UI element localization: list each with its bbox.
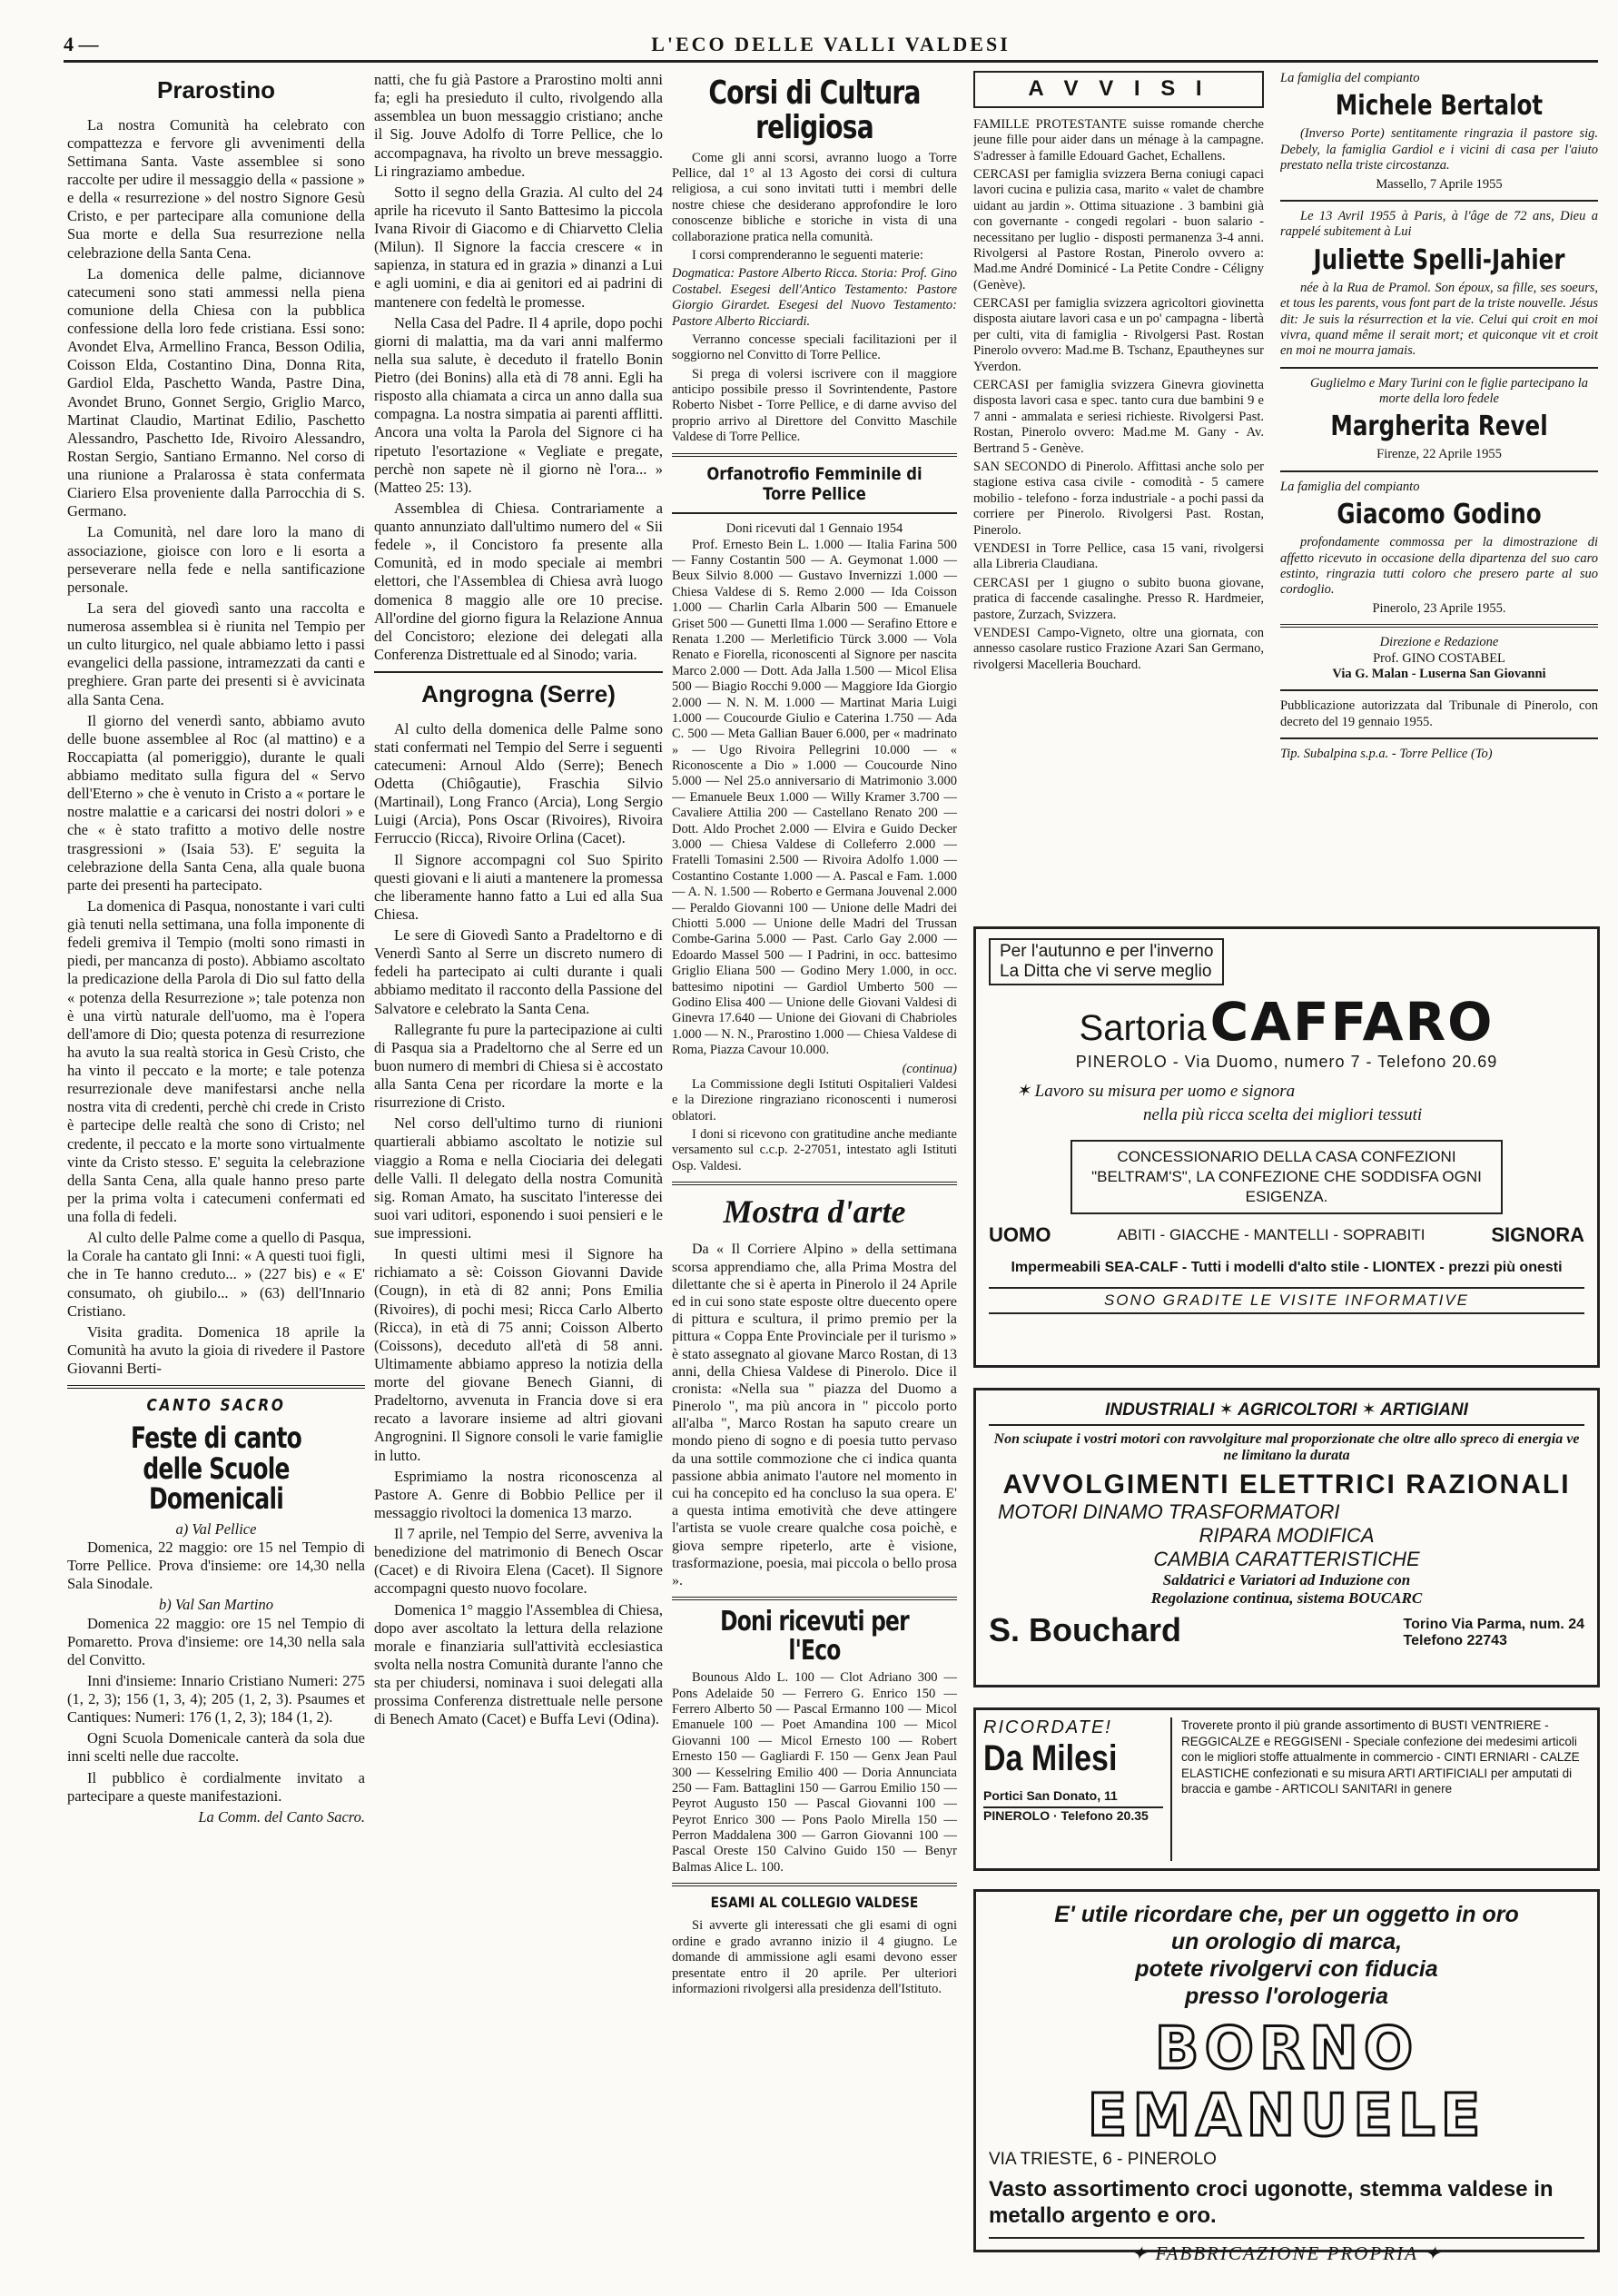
bouchard-headline: AVVOLGIMENTI ELETTRICI RAZIONALI xyxy=(1002,1470,1571,1499)
article-paragraph: Domenica 22 maggio: ore 15 nel Tempio di Pomaretto. Prova d'insieme: ore 14,30 nella sala del Convitto. xyxy=(67,1614,365,1668)
article-paragraph: Al culto delle Palme come a quello di Pasqua, la Corale ha cantato gli Inni: « A questi tuoi figli, che in Te hanno creduto... » (227 bis) e « E' consumato, oh giubilo... » (63) dell'Innario Cristiano. xyxy=(67,1229,365,1320)
classified-ad: VENDESI in Torre Pellice, casa 15 vani, rivolgersi alla Libreria Claudiana. xyxy=(973,540,1264,572)
article-paragraph: La sera del giovedì santo una raccolta e numerosa assemblea si è riunita nel Tempio per un culto liturgico, nel quale abbiamo letto i passi evangelici della passione, intramezzati da canti e preghiere. Gran parte dei presenti si è avvicinata alla Santa Cena. xyxy=(67,599,365,708)
article-paragraph: Domenica 1° maggio l'Assemblea di Chiesa, dopo aver ascoltato la lettura della relazione morale e finanziaria sull'attività ecclesiastica svolta nella nostra Comunità durante l'anno che sta per chiudersi, nominava i suoi delegati alla prossima Conferenza distrettuale nelle persone di Benech Amato (Cacet) e Buffa Levi (Odina). xyxy=(374,1600,663,1728)
section-divider xyxy=(1280,470,1598,472)
article-paragraph: Assemblea di Chiesa. Contrariamente a quanto annunziato dall'ultimo numero del « Sii fedele », il Concistoro fa presente alla Comunità, ed in modo speciale ai membri elettori, che l'Assemblea di Chiesa avrà luogo domenica 8 maggio alle ore 10 precise. All'ordine del giorno figura la Relazione Annua del Concistoro; elezione dei delegati alla Conferenza Distrettuale ed al Sinodo; varia. xyxy=(374,499,663,663)
editorial-label: Direzione e Redazione xyxy=(1379,635,1499,650)
orfanotrofio-heading: Orfanotrofio Femminile di Torre Pellice xyxy=(706,463,922,505)
article-paragraph: Da « Il Corriere Alpino » della settimana scorsa apprendiamo che, alla Prima Mostra del dilettante che si è aperta in Pinerolo il 24 Aprile ed in cui sono state esposte oltre duecento opere di pittura e scultura, il primo premio per la pittura « Coppa Ente Provinciale per il turismo » è stato assegnato al giovane Marco Rostan, di 13 anni, della Chiesa Valdese di Pinerolo. Dice il cronista: «Nella sua " piazza del Duomo a Pinerolo ", ma più ancora in " piccolo porto all'alba ", Marco Rostan ha saputo creare un mondo pieno di sogno e di poesia tutto pervaso da una sottile commozione che ci indica quanta passione abbia animato l'autore nel momento in cui ha concepito ed ha concluso la sua opera. E' a questa intima emotività che deve attingere l'artista se vuole creare qualche cosa poichè, e giova sempre ripeterlo, arte è visione, trasformazione, poesia, mai piccola o bello prosa ». xyxy=(672,1242,957,1588)
notice-text: née à la Rua de Pramol. Son époux, sa fille, ses soeurs, et tous les parents, vous font part de la triste nouvelle. Jésus dit: Je suis la résurrection et la vie. Celui qui croit en moi vivra, quand même il serait mort; et quiconque vit et croit en moi ne mourra jamais. xyxy=(1280,280,1598,359)
bouchard-subtitle: Non sciupate i vostri motori con ravvolgiture mal proporzionate che oltre allo spreco di energia ve ne limitano la durata xyxy=(993,1431,1580,1463)
section-divider xyxy=(1280,367,1598,369)
caffaro-prefix: Sartoria xyxy=(1079,1007,1207,1048)
donation-list: Prof. Ernesto Bein L. 1.000 — Italia Farina 500 — Fanny Costantin 500 — A. Geymonat 1.000 — Beux Silvio 8.000 — Gustavo Invernizzi 1.000 — Chiesa Valdese di S. Remo 2.000 — Ida Coisson 1.000 — Charlin Carla Albarin 500 — Emanuele Griset 500 — Gunetti Ilma 1.000 — Serafino Ettore e Renata 1.200 — Merletificio Türck 3.000 — Vola Renato e Fiorella, riconoscenti al Signore per nascita Marco 2.000 — Dott. Ada Jalla 1.500 — Micol Elisa 500 — Biagio Rocchi 9.000 — Maggiore Ida Giorgio 2.000 — N. N. M. 1.000 — Martinat Maria Luigi 1.000 — Coucourde Giulio e Caterina 1.750 — Ada C. 500 — Meta Gallian Bauer 6.000, per « madrinato » — Ugo Rivoira Pellegrini 10.000 — « Riconoscente a Dio » 1.000 — Coucourde Nino 5.000 — Nel 25.o anniversario di Matrimonio 3.000 — Emanuele Beux 1.000 — Willy Kramer 3.700 — Cavaliere Attilia 200 — Castellano Renato 200 — Dott. Aldo Prochet 2.000 — Elvira e Guido Decker 3.000 — Chiesa Valdese di Colleferro 2.000 — Fratelli Tomasini 2.500 — Rivoira Adolfo 1.000 — Costantino Costante 1.000 — A. Pascal e Fam. 1.000 — A. N. 1.500 — Roberto e Germana Jouvenal 2.000 — Peraldo Giovanni 100 — Unione delle Madri dei Chiotti 5.000 — Unione delle Madri del Trussan Combe-Garina 5.000 — Past. Carlo Gay 2.000 — Edoardo Massel 500 — I Padrini, in occ. battesimo Griglio Eliana 500 — Godino Mery 1.000, in occ. battesimo nipotini — Gardiol Umberto 500 — Godino Elisa 400 — Unione delle Giovani Valdesi di Ginevra 17.640 — Unione dei Giovani di Chabrioles 1.000 — N. N., Prarostino 1.000 — Chiesa Valdese di Roma, Piazza Cavour 10.000. xyxy=(672,537,957,1058)
milesi-kicker: RICORDATE! xyxy=(983,1717,1112,1737)
classified-ad: CERCASI per famiglia svizzera Berna coniugi capaci lavori cucina e pulizia casa, marito « valet de chambre uidant au jardin ». Ottima situazione . 3 bambini già con governante - congedi regolari - buon salario - necessitano per luglio - disposti permanenza 3-4 anni. Rivolgersi al Pastore Rostan, Pinerolo ovvero a: Mad.me André Dominicé - La Petite Condre - Céligny (Genève). xyxy=(973,166,1264,292)
article-paragraph: Inni d'insieme: Innario Cristiano Numeri: 275 (1, 2, 3); 156 (1, 3, 4); 205 (1, 2, 3). Psaumes et Cantiques: Numeri: 176 (1, 2, 3); 184 (1, 2). xyxy=(67,1671,365,1727)
borno-address: VIA TRIESTE, 6 - PINEROLO xyxy=(989,2150,1217,2169)
notice-text: profondamente commossa per la dimostrazione di affetto ricevuto in occasione della dipartenza del suo caro estinto, ringrazia tutti coloro che presero parte al suo cordoglio. xyxy=(1280,535,1598,598)
notice-intro: La famiglia del compianto xyxy=(1280,479,1420,494)
section-divider xyxy=(672,1182,957,1185)
prarostino-heading: Prarostino xyxy=(156,76,276,104)
editor-name: Prof. GINO COSTABEL xyxy=(1373,650,1505,666)
doni-eco-heading: Doni ricevuti per l'Eco xyxy=(720,1606,909,1667)
caffaro-address: PINEROLO - Via Duomo, numero 7 - Telefono 20.69 xyxy=(1075,1052,1498,1071)
article-paragraph: Esprimiamo la nostra riconoscenza al Pastore A. Genre di Bobbio Pellice per il messaggio rivoltoci la domenica 13 marzo. xyxy=(374,1467,663,1521)
page-number: 4 — xyxy=(64,33,99,55)
article-paragraph: natti, che fu già Pastore a Prarostino molti anni fa; egli ha presieduto il culto, rivolgendo alla assemblea un buon messaggio cristiano; anche il Sig. Jouve Adolfo di Torre Pellice, che lo accompagnava, ha rivolto un breve messaggio. Li ringraziamo ambedue. xyxy=(374,71,663,180)
article-paragraph: Il giorno del venerdì santo, abbiamo avuto delle buone assemblee al Roc (al mattino) e a Roccapiatta (al pomeriggio), durante le quali abbiamo meditato sulla figura del « Servo dell'Eterno » che è venuto in Cristo a « portare le nostre malattie e a caricarsi dei nostri dolori » e che « è stato trafitto a motivo delle nostre trasgressioni » (Isaia 53). E' seguita la celebrazione della Santa Cena, alla quale buona parte dei presenti ha partecipato. xyxy=(67,711,365,894)
article-paragraph: Il pubblico è cordialmente invitato a partecipare a queste manifestazioni. xyxy=(67,1768,365,1805)
article-paragraph: I doni si ricevono con gratitudine anche mediante versamento sul c.c.p. 2-27051, intestato agli Istituti Osp. Valdesi. xyxy=(672,1127,957,1173)
val-san-martino-subheading: b) Val San Martino xyxy=(158,1596,274,1614)
caffaro-tagline: ✶ Lavoro su misura per uomo e signora xyxy=(1016,1081,1296,1101)
orfanotrofio-subheading: Doni ricevuti dal 1 Gennaio 1954 xyxy=(725,521,903,537)
category-men: UOMO xyxy=(989,1222,1051,1246)
editor-address: Via G. Malan - Luserna San Giovanni xyxy=(1332,666,1546,681)
notice-text: (Inverso Porte) sentitamente ringrazia il pastore sig. Debely, la famiglia Gardiol e i vicini di casa per l'aiuto prestato nella triste circostanza. xyxy=(1280,126,1598,173)
section-divider xyxy=(1280,689,1598,691)
milesi-left xyxy=(983,1717,1172,1861)
bouchard-audience: INDUSTRIALI ✶ AGRICOLTORI ✶ ARTIGIANI xyxy=(989,1400,1584,1426)
donation-list: Bounous Aldo L. 100 — Clot Adriano 300 — Pons Adelaide 50 — Ferrero G. Enrico 150 — Ferrero Alberto 50 — Pascal Ermanno 100 — Micol Emanuele 100 — Poet Amandina 100 — Micol Giovanni 100 — Micol Ernesto 100 — Robert Ernesto 150 — Gagliardi F. 150 — Genx Jean Paul 300 — Kesselring Emilio 400 — Doria Annunciata 250 — Fam. Battaglini 150 — Garrou Emilio 150 — Peyrot Augusto 150 — Pascal Giovanni 100 — Peyrot Enrico 300 — Pons Paolo Mirella 150 — Perron Maddalena 300 — Garron Giovanni 100 — Pascal Oreste 150 Calvino Guido 150 — Benyr Balmas Alice L. 100. xyxy=(672,1670,957,1875)
caffaro-advertisement xyxy=(973,926,1600,1368)
bouchard-line: RIPARA MODIFICA xyxy=(1199,1524,1375,1547)
val-pellice-subheading: a) Val Pellice xyxy=(175,1519,257,1538)
caffaro-tagline-2: nella più ricca scelta dei migliori tessuti xyxy=(1143,1104,1423,1124)
notice-intro: Guglielmo e Mary Turini con le figlie partecipano la morte della loro fedele xyxy=(1309,375,1589,407)
mostra-heading: Mostra d'arte xyxy=(723,1193,906,1231)
milesi-text: Troverete pronto il più grande assortimento di BUSTI VENTRIERE - REGGICALZE e REGGISENI - Speciale confezione dei medesimi articoli con le migliori stoffe attualmente in commercio - CINTI ERNIARI - CALZE ELASTICHE confezionati e su misura ARTI ARTIFICIALI per amputati di braccia e gambe - ARTICOLI SANITARI in genere xyxy=(1181,1718,1580,1796)
section-divider xyxy=(672,453,957,457)
milesi-advertisement xyxy=(973,1707,1600,1871)
article-paragraph: La domenica delle palme, diciannove catecumeni sono stati ammessi nella piena comunione della Chiesa con la pubblica confessione della loro fede cristiana. Essi sono: Avondet Elva, Armellino Franca, Besson Odilia, Coisson Elda, Costantino Dina, Donna Rita, Gardiol Elda, Paschetto Wanda, Pastre Dina, Avondet Bruno, Gonnet Sergio, Griglio Marco, Martinat Claudio, Martinat Edilio, Paschetto Alessandro, Paschetto Ide, Rivoiro Alessandro, Rostan Sergio, Santiano Ermanno. Nel corso di una riunione a Pralarossa è stata confermata Ciariero Elsa proveniente dalla Parrocchia di S. Germano. xyxy=(67,264,365,520)
beltrams-box: CONCESSIONARIO DELLA CASA CONFEZIONI "BELTRAM'S", LA CONFEZIONE CHE SODDISFA OGNI ESIGENZA. xyxy=(1070,1140,1503,1214)
bouchard-phone: Telefono 22743 xyxy=(1403,1633,1507,1648)
classified-ad: CERCASI per famiglia svizzera agricoltori giovinetta disposta aiutare lavori casa e un po' campagna - libertà per culti, vita di famiglia - Rivolgersi Past. Rostan Pinerolo ovvero: Mad.me B. Tschanz, Epautheynes sur Yverdon. xyxy=(973,296,1264,374)
continued-note: (continua) xyxy=(902,1061,957,1076)
article-paragraph: La Commissione degli Istituti Ospitalieri Valdesi e la Direzione ringraziano riconoscenti i numerosi oblatori. xyxy=(672,1076,957,1123)
section-divider xyxy=(672,1883,957,1886)
bouchard-advertisement xyxy=(973,1388,1600,1687)
feste-di-canto-heading: Feste di canto delle Scuole Domenicali xyxy=(130,1420,302,1517)
caffaro-badge-line2: La Ditta che vi serve meglio xyxy=(1000,961,1212,981)
section-divider xyxy=(1280,624,1598,628)
borno-footer: ✦ FABBRICAZIONE PROPRIA ✦ xyxy=(989,2237,1584,2265)
canto-sacro-kicker: CANTO SACRO xyxy=(146,1396,286,1416)
column-1 xyxy=(67,71,365,2287)
borno-intro-3: potete rivolgervi con fiducia xyxy=(1135,1956,1438,1982)
article-paragraph: I corsi comprenderanno le seguenti materie: xyxy=(692,247,923,262)
article-paragraph: Verranno concesse speciali facilitazioni per il soggiorno nel Convitto di Torre Pellice. xyxy=(672,332,957,363)
notice-name: Margherita Revel xyxy=(1330,411,1548,443)
article-paragraph: Il 7 aprile, nel Tempio del Serre, avveniva la benedizione del matrimonio di Benech Oscar (Cacet) e di Rivoira Elena (Cacet). Il Signore accompagni questo nuovo focolare. xyxy=(374,1525,663,1598)
article-paragraph: Le sere di Giovedì Santo a Pradeltorno e di Venerdì Santo al Serre un discreto numero di fedeli ha partecipato ai culti durante i quali abbiamo meditato il racconto della Passione del Salvatore e celebrato la Santa Cena. xyxy=(374,926,663,1017)
borno-body: Vasto assortimento croci ugonotte, stemma valdese in metallo argento e oro. xyxy=(989,2177,1554,2228)
column-2 xyxy=(374,71,663,2287)
section-divider xyxy=(1280,200,1598,202)
signature: La Comm. del Canto Sacro. xyxy=(198,1807,365,1826)
caffaro-badge-line1: Per l'autunno e per l'inverno xyxy=(1000,942,1214,961)
course-list: Dogmatica: Pastore Alberto Ricca. Storia: Prof. Gino Costabel. Esegesi dell'Antico Testamento: Pastore Giorgio Girardet. Esegesi del Nuovo Testamento: Pastore Alberto Ricciardi. xyxy=(672,266,957,329)
printer-credit: Tip. Subalpina s.p.a. - Torre Pellice (To) xyxy=(1280,747,1493,762)
notice-place-date: Firenze, 22 Aprile 1955 xyxy=(1376,447,1502,462)
bouchard-line: CAMBIA CARATTERISTICHE xyxy=(1153,1548,1420,1570)
classified-ad: CERCASI per famiglia svizzera Ginevra giovinetta disposta lavori casa e spec. tanto cura due bambini 9 e 7 anni - ammalata e seriesi richieste. Rivolgersi Past. Rostan, Pinerolo ovvero: Mad.me M. Gany - Av. Bertrand 5 - Genève. xyxy=(973,378,1264,456)
notice-intro: Le 13 Avril 1955 à Paris, à l'âge de 72 ans, Dieu a rappelé subitement à Lui xyxy=(1280,208,1598,240)
esami-heading: ESAMI AL COLLEGIO VALDESE xyxy=(710,1894,919,1912)
caffaro-badge xyxy=(989,938,1224,985)
classified-ad: FAMILLE PROTESTANTE suisse romande cherche jeune fille pour aider dans un ménage à la campagne. S'adresser à famille Edouard Gachet, Echallens. xyxy=(973,116,1264,163)
article-paragraph: Visita gradita. Domenica 18 aprile la Comunità ha avuto la gioia di rivedere il Pastore Giovanni Berti- xyxy=(67,1322,365,1378)
notice-intro: La famiglia del compianto xyxy=(1280,71,1420,85)
bouchard-address xyxy=(1404,1617,1584,1649)
masthead xyxy=(64,33,1598,63)
newspaper-title: L'ECO DELLE VALLI VALDESI xyxy=(651,33,1011,55)
section-divider xyxy=(67,1385,365,1389)
bouchard-footer xyxy=(989,1611,1584,1649)
milesi-address: Portici San Donato, 11 xyxy=(983,1788,1118,1803)
milesi-name: Da Milesi xyxy=(983,1738,1118,1778)
article-paragraph: Si prega di volersi iscrivere con il maggiore anticipo possibile presso il Sovrintendente, Pastore Roberto Nisbet - Torre Pellice, e di darne avviso del proprio arrivo al Direttore del Convitto Maschile Valdese di Torre Pellice. xyxy=(672,366,957,445)
angrogna-heading: Angrogna (Serre) xyxy=(421,680,616,708)
caffaro-name: CAFFARO xyxy=(1209,990,1495,1053)
milesi-city: PINEROLO · Telefono 20.35 xyxy=(983,1806,1163,1823)
caffaro-categories xyxy=(989,1223,1584,1247)
borno-intro-2: un orologio di marca, xyxy=(1170,1929,1403,1955)
bouchard-name: S. Bouchard xyxy=(989,1611,1182,1648)
article-paragraph: Nella Casa del Padre. Il 4 aprile, dopo pochi giorni di malattia, ma da vari anni malfermo nella sua salute, è deceduto il fratello Bonin Pietro (dei Bonins) alla età di 78 anni. Egli ha risposto alla chiamata a circa un anno dalla sua compagna. La nostra simpatia ai parenti afflitti. Ancora una volta la Parola del Signore ci ha ripetuto l'esortazione « Vegliate e pregate, perchè non sapete nè il giorno nè l'ora... » (Matteo 25: 13). xyxy=(374,313,663,496)
article-paragraph: Rallegrante fu pure la partecipazione ai culti di Pasqua sia a Pradeltorno che al Serre ed un buon numero di membri di Chiesa si è accostato alla Santa Cena per ricordare la morte e la risurrezione di Cristo. xyxy=(374,1020,663,1112)
article-paragraph: In questi ultimi mesi il Signore ha richiamato a sè: Coisson Giovanni Davide (Cougn), in età di 82 anni; Pons Emilia (Rivoires), di pochi mesi; Ricca Carlo Alberto (Ricca), in età di 75 anni; Coisson Alberto (Coissons), deceduto all'età di 58 anni. Ultimamente abbiamo appreso la notizia della morte del giovane Benech Gianni, di Pradeltorno, avvenuta in Francia dove si era recato a lavorare insieme ad altri giovani Angrognini. Il Signore consoli le varie famiglie in lutto. xyxy=(374,1245,663,1464)
borno-intro-1: E' utile ricordare che, per un oggetto in oro xyxy=(1054,1902,1519,1927)
section-divider xyxy=(374,671,663,673)
section-divider xyxy=(1280,737,1598,739)
classified-ad: VENDESI Campo-Vigneto, oltre una giornata, con annesso casolare rustico Frazione Azari San Germano, rivolgersi Macelleria Bouchard. xyxy=(973,625,1264,672)
column-5 xyxy=(1280,71,1598,979)
article-paragraph: La nostra Comunità ha celebrato con compattezza e fervore gli avvenimenti della Settimana Santa. Vaste assemblee si sono raccolte per udire il messaggio della « passione » e della « resurrezione » del nostro Signore Gesù Cristo, e per partecipare alla comunione della Sua morte e della Sua resurrezione nella celebrazione della Santa Cena. xyxy=(67,115,365,262)
article-paragraph: La Comunità, nel dare loro la mano di associazione, gioisce con loro e li esorta a perseverare nella fede e nella santificazione personale. xyxy=(67,523,365,596)
bouchard-line: MOTORI DINAMO TRASFORMATORI xyxy=(998,1500,1340,1523)
article-paragraph: Il Signore accompagni col Suo Spirito questi giovani e li aiuti a mantenere la promessa che liberamente hanno fatto a Lui ed alla Sua Chiesa. xyxy=(374,850,663,923)
publication-notice: Pubblicazione autorizzata dal Tribunale di Pinerolo, con decreto del 19 gennaio 1955. xyxy=(1280,698,1598,729)
corsi-heading: Corsi di Cultura religiosa xyxy=(708,74,921,146)
section-divider xyxy=(672,1597,957,1600)
borno-intro-4: presso l'orologeria xyxy=(1184,1984,1389,2009)
article-paragraph: Si avverte gli interessati che gli esami di ogni ordine e grado avranno inizio il 4 giugno. Le domande di ammissione agli esami devono esser presentate entro il 20 aprile. Per ulteriori informazioni rivolgersi alla presidenza dell'Istituto. xyxy=(672,1918,957,1996)
caffaro-brands: Impermeabili SEA-CALF - Tutti i modelli d'alto stile - LIONTEX - prezzi più onesti xyxy=(1011,1259,1563,1275)
caffaro-name-row xyxy=(989,991,1584,1053)
article-paragraph: Ogni Scuola Domenicale canterà da sola due inni scelti nelle due raccolte. xyxy=(67,1729,365,1766)
notice-name: Michele Bertalot xyxy=(1335,90,1544,123)
notice-name: Giacomo Godino xyxy=(1337,499,1542,531)
borno-advertisement xyxy=(973,1889,1600,2264)
category-women: SIGNORA xyxy=(1491,1222,1584,1246)
avvisi-heading: A V V I S I xyxy=(973,71,1264,108)
bouchard-address-line: Torino Via Parma, num. 24 xyxy=(1403,1617,1584,1632)
column-4 xyxy=(973,71,1264,888)
article-paragraph: Al culto della domenica delle Palme sono stati confermati nel Tempio del Serre i seguenti catecumeni: Arnoul Aldo (Serre); Benech Odetta (Chiôgautie), Fraschia Silvio (Martinail), Long Franco (Arcia), Long Sergio Luigi (Arcia), Pons Oscar (Rivoires), Rivoira Ferruccio (Ricca), Rivoire Orlina (Cacet). xyxy=(374,719,663,847)
section-divider xyxy=(672,512,957,514)
notice-place-date: Pinerolo, 23 Aprile 1955. xyxy=(1372,600,1506,616)
notice-place-date: Massello, 7 Aprile 1955 xyxy=(1376,176,1503,192)
classified-ad: SAN SECONDO di Pinerolo. Affittasi anche solo per stagione estiva casa civile - comodità - 5 camere mobilio - telefono - forza industriale - a pochi passi da corriere per Pinerolo. Rivolgersi Past. Rostan, Pinerolo. xyxy=(973,460,1264,538)
category-items: ABITI - GIACCHE - MANTELLI - SOPRABITI xyxy=(1117,1225,1426,1243)
notice-name: Juliette Spelli-Jahier xyxy=(1313,243,1565,276)
column-3 xyxy=(672,71,957,2287)
article-paragraph: Nel corso dell'ultimo turno di riunioni quartierali abbiamo ascoltato le notizie sul viaggio a Roma e nella Ciociaria dei delegati delle Valli. Il delegato della nostra Comunità sig. Roman Amato, ha suscitato l'interesse dei suoi vari uditori, esponendo i suoi pensieri e le sue impressioni. xyxy=(374,1114,663,1242)
bouchard-line: Saldatrici e Variatori ad Induzione con xyxy=(1162,1571,1411,1588)
classified-ad: CERCASI per 1 giugno o subito buona giovane, pratica di faccende casalinghe. Presso R. Hardmeier, pastore, Zurzach, Svizzera. xyxy=(973,575,1264,622)
caffaro-footer: SONO GRADITE LE VISITE INFORMATIVE xyxy=(989,1287,1584,1314)
borno-name: BORNO EMANUELE xyxy=(1087,2015,1486,2150)
article-paragraph: Come gli anni scorsi, avranno luogo a Torre Pellice, dal 1° al 13 Agosto dei corsi di cultura religiosa, a cui sono invitati tutti i membri delle nostre chiese che desiderano approfondire le loro conoscenze bibliche e storiche in vista di una collaborazione pratica nella comunità. xyxy=(672,150,957,244)
bouchard-line: Regolazione continua, sistema BOUCARC xyxy=(1150,1589,1423,1607)
article-paragraph: Domenica, 22 maggio: ore 15 nel Tempio di Torre Pellice. Prova d'insieme: ore 14,30 nella Sala Sinodale. xyxy=(67,1539,365,1593)
article-paragraph: La domenica di Pasqua, nonostante i vari culti già tenuti nella settimana, una folla imponente di fedeli gremiva il Tempio (molti sono rimasti in piedi, per mancanza di posto). Abbiamo ascoltato la predicazione della Parola di Dio sul fatto della « potenza della Resurrezione »; tale potenza non è una virtù naturale dell'uomo, ma è l'opera dell'amore di Dio; questa potenza di resurrezione ha avuto la sua realtà storica in Gesù Cristo, che ha vinto il peccato e la morte; e tale potenza resurrezionale deve manifestarsi anche nella nostra vita di credenti, perchè chi crede in Cristo è partecipe delle realtà che sono di Cristo; nel credente, il peccato e la morte sono virtualmente vinte da Cristo stesso. E' seguita la celebrazione della Santa Cena, alla quale hanno preso parte per la prima volta i catecumeni confermati ed una folla di fedeli. xyxy=(67,896,365,1226)
article-paragraph: Sotto il segno della Grazia. Al culto del 24 aprile ha ricevuto il Santo Battesimo la piccola Ivana Rivoir di Giacomo e di Chiarvetto Clelia (Milun). Il Signore la faccia crescere « in sapienza, in statura ed in grazia » dinanzi a Lui e agli uomini, e dia ai genitori ed ai padrini di mantenere con fedeltà le promesse. xyxy=(374,183,663,311)
